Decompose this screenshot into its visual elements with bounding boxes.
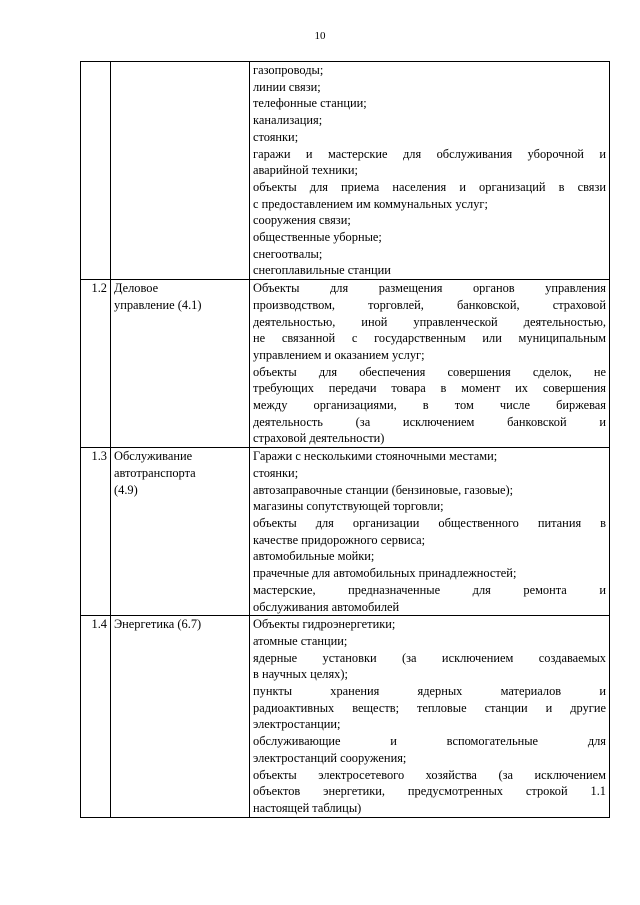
object-line: прачечные для автомобильных принадлежностей; xyxy=(253,566,517,581)
object-line: производством, торговлей, банковской, страховой xyxy=(253,297,606,312)
object-line: Гаражи с несколькими стояночными местами; xyxy=(253,449,498,464)
table-body xyxy=(81,62,610,818)
object-line: деятельностью, иной управленческой деятельностью, xyxy=(253,314,606,329)
land-use-type-line: управление (4.1) xyxy=(114,297,202,312)
object-line: требующих передачи товара в момент их совершения xyxy=(253,381,606,396)
object-line: страховой деятельности) xyxy=(253,431,385,446)
object-line: автозаправочные станции (бензиновые, газовые); xyxy=(253,482,514,497)
object-line: электростанции; xyxy=(253,717,341,732)
object-line: настоящей таблицы) xyxy=(253,800,362,815)
land-use-type-line: Обслуживание xyxy=(114,449,193,464)
object-line: автомобильные мойки; xyxy=(253,549,375,564)
object-line: Объекты гидроэнергетики; xyxy=(253,617,396,632)
row-number: 1.3 xyxy=(81,448,111,616)
land-use-type-line: (4.9) xyxy=(114,482,138,497)
object-line: газопроводы; xyxy=(253,63,324,77)
object-line: линии связи; xyxy=(253,79,321,94)
object-line: Объекты для размещения органов управления xyxy=(253,281,606,296)
land-use-type xyxy=(111,448,250,616)
land-use-type xyxy=(111,616,250,817)
object-line: управлением и оказанием услуг; xyxy=(253,347,425,362)
object-line: стоянки; xyxy=(253,465,299,480)
object-line: телефонные станции; xyxy=(253,96,367,111)
land-use-table xyxy=(80,61,610,818)
object-line: качестве придорожного сервиса; xyxy=(253,532,426,547)
permitted-objects xyxy=(250,448,610,616)
land-use-type xyxy=(111,62,250,280)
object-line: снегоплавильные станции xyxy=(253,263,391,278)
table-row xyxy=(81,616,610,817)
table-row xyxy=(81,62,610,280)
object-line: ядерные установки (за исключением создаваемых xyxy=(253,650,606,665)
land-use-type-line: Деловое xyxy=(114,281,159,296)
object-line: канализация; xyxy=(253,113,323,128)
object-line: объекты для организации общественного питания в xyxy=(253,515,606,530)
object-line: электростанций сооружения; xyxy=(253,750,407,765)
object-line: объекты для обеспечения совершения сделок, не xyxy=(253,364,606,379)
row-number xyxy=(81,62,111,280)
object-line: с предоставлением им коммунальных услуг; xyxy=(253,196,488,211)
permitted-objects xyxy=(250,616,610,817)
land-use-type xyxy=(111,280,250,448)
object-line: не связанной с государственным или муниципальным xyxy=(253,331,606,346)
object-line: объектов энергетики, предусмотренных строкой 1.1 xyxy=(253,784,606,799)
object-line: пункты хранения ядерных материалов и xyxy=(253,684,606,699)
object-line: деятельность (за исключением банковской и xyxy=(253,414,606,429)
object-line: общественные уборные; xyxy=(253,230,382,245)
object-line: объекты для приема населения и организаций в связи xyxy=(253,179,606,194)
object-line: гаражи и мастерские для обслуживания уборочной и xyxy=(253,146,606,161)
object-line: атомные станции; xyxy=(253,633,348,648)
row-number: 1.4 xyxy=(81,616,111,817)
object-line: аварийной техники; xyxy=(253,163,358,178)
object-line: магазины сопутствующей торговли; xyxy=(253,499,444,514)
row-number: 1.2 xyxy=(81,280,111,448)
permitted-objects xyxy=(250,62,610,280)
object-line: между организациями, в том числе биржевая xyxy=(253,398,606,413)
object-line: обслуживающие и вспомогательные для xyxy=(253,734,606,749)
table-row xyxy=(81,448,610,616)
page-number: 10 xyxy=(314,30,326,42)
object-line: объекты электросетевого хозяйства (за исключением xyxy=(253,767,606,782)
object-line: стоянки; xyxy=(253,129,299,144)
object-line: в научных целях); xyxy=(253,667,348,682)
object-line: сооружения связи; xyxy=(253,213,351,228)
object-line: мастерские, предназначенные для ремонта и xyxy=(253,582,606,597)
permitted-objects xyxy=(250,280,610,448)
land-use-type-line: автотранспорта xyxy=(114,465,196,480)
land-use-type-line: Энергетика (6.7) xyxy=(114,617,202,632)
table-row xyxy=(81,280,610,448)
object-line: обслуживания автомобилей xyxy=(253,599,400,614)
object-line: снегоотвалы; xyxy=(253,246,323,261)
object-line: радиоактивных веществ; тепловые станции и другие xyxy=(253,700,606,715)
